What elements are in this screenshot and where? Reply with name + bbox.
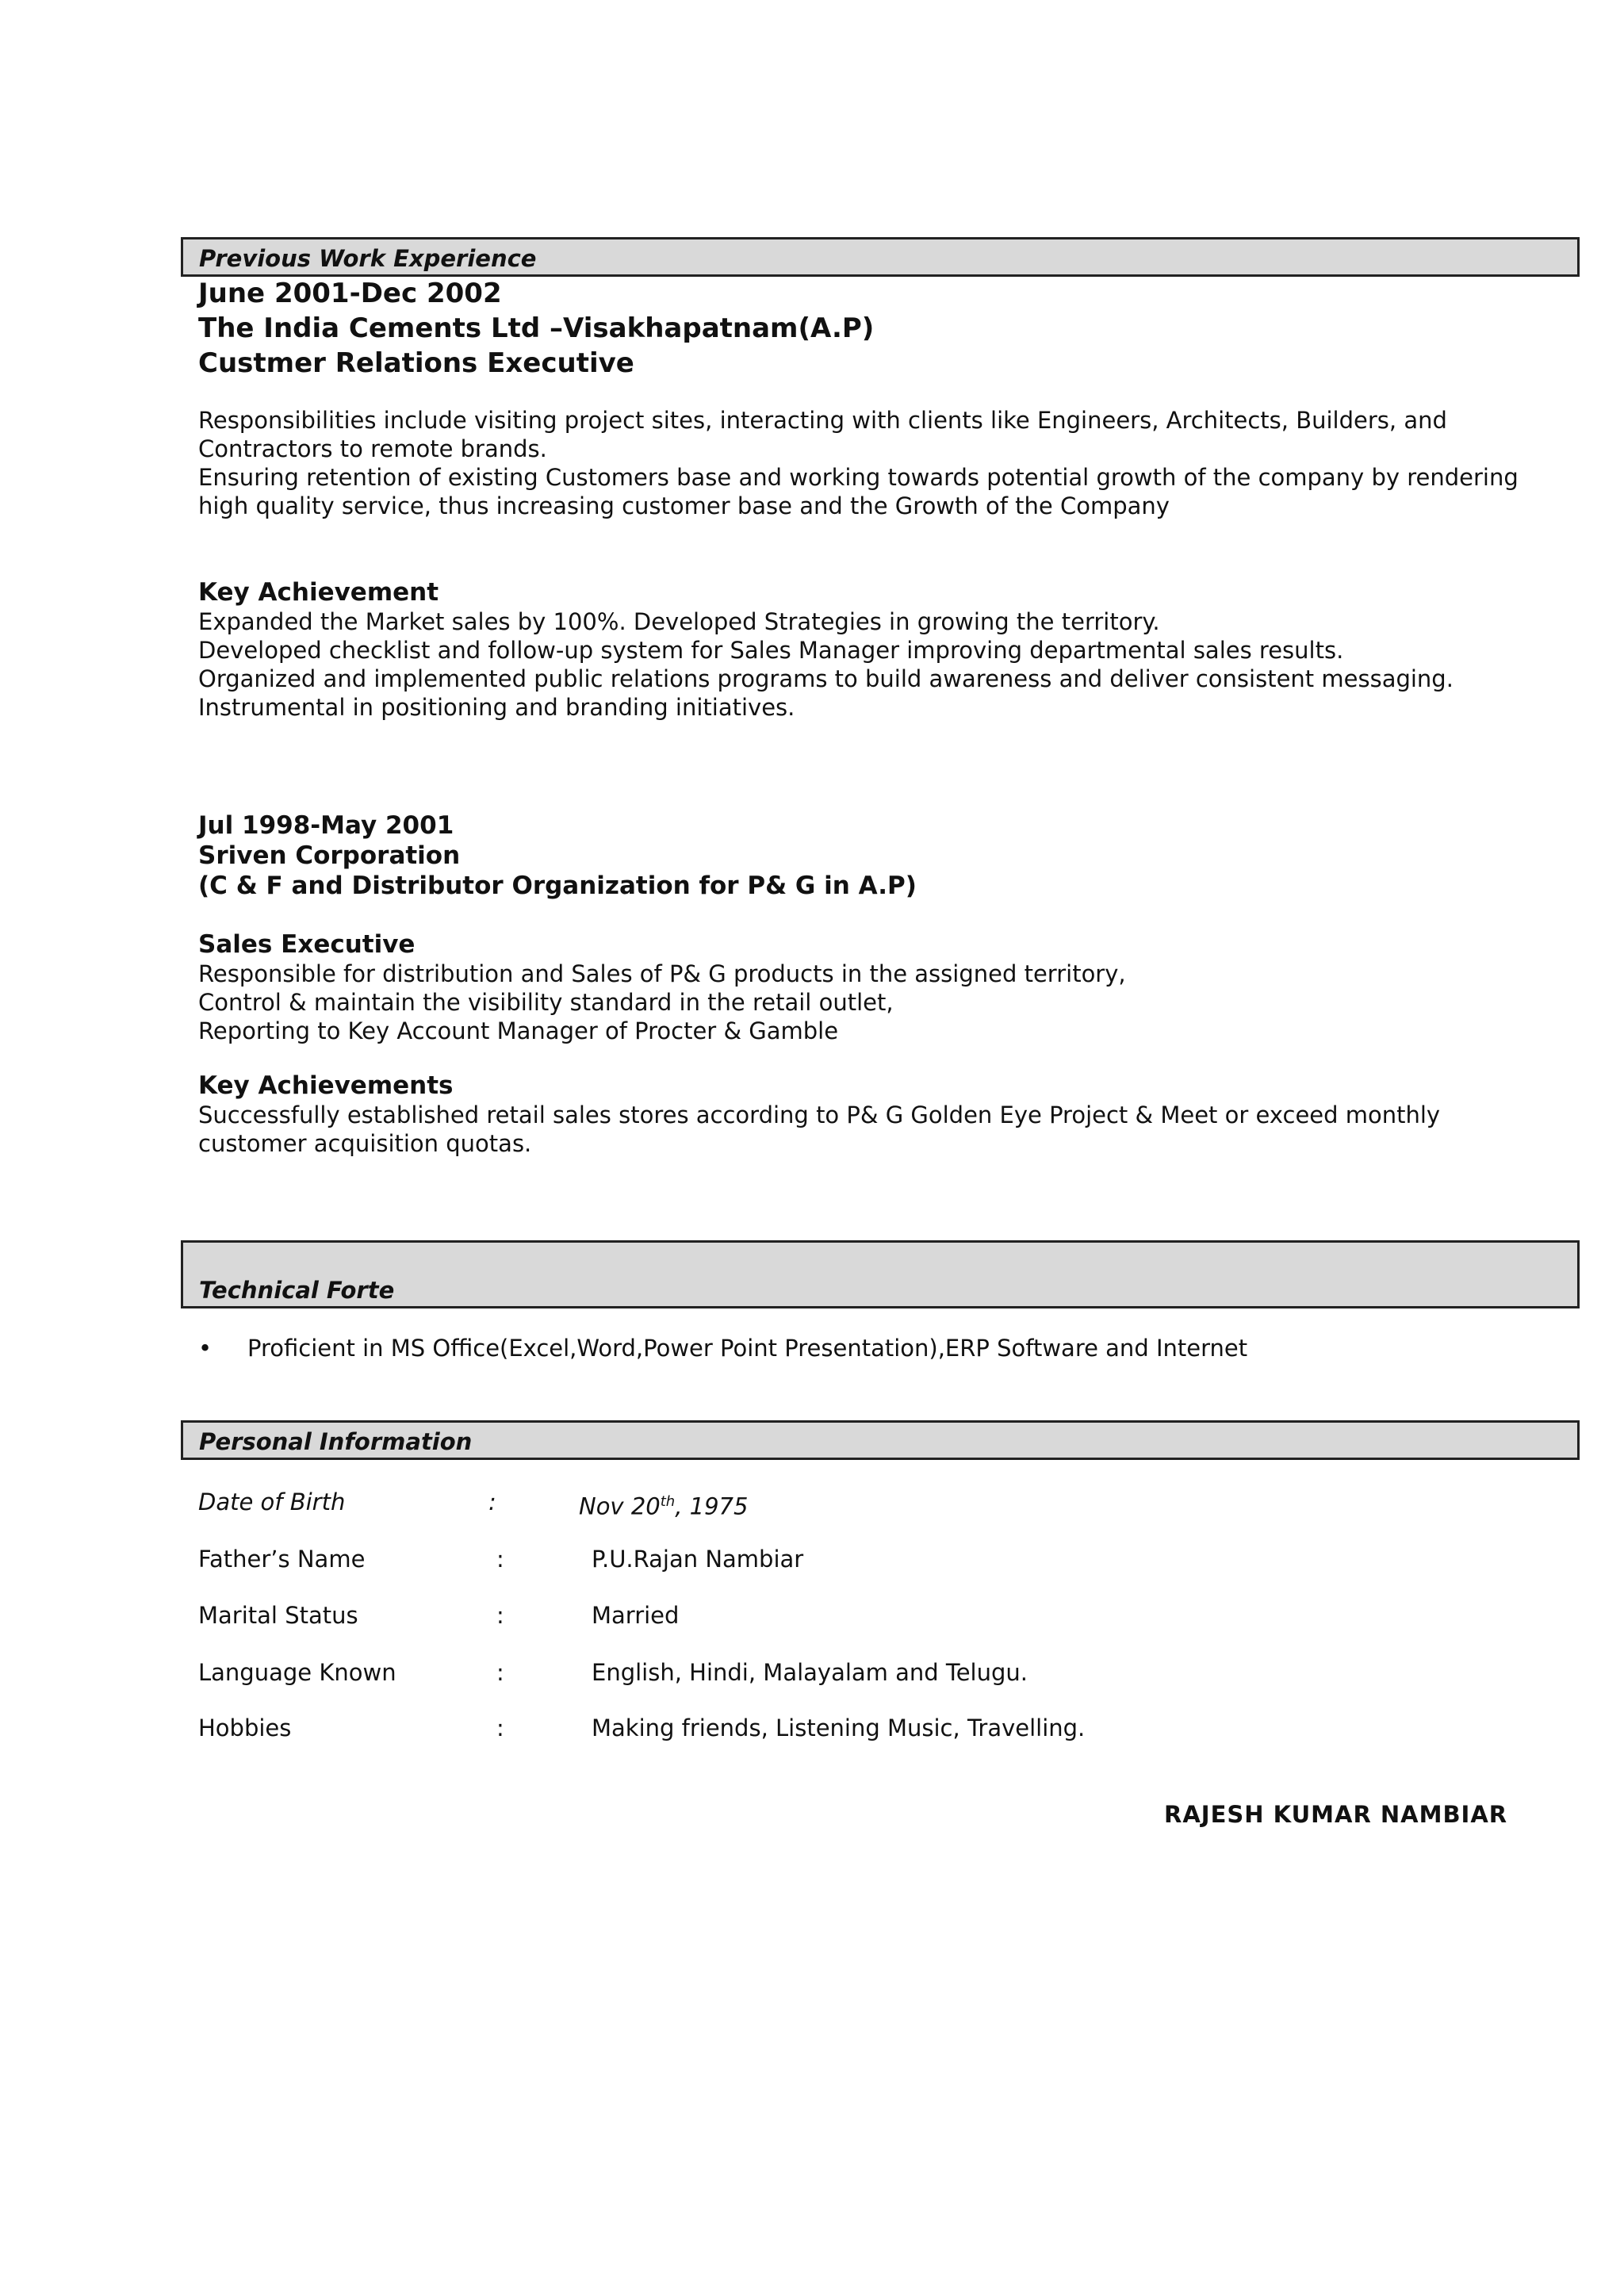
job-entry-india-cements: [198, 276, 1578, 381]
achievement-line: Instrumental in positioning and branding initiatives.: [198, 694, 795, 721]
bullet-icon: •: [198, 1335, 213, 1362]
achievement-heading: Key Achievements: [198, 1071, 454, 1100]
signature-name: RAJESH KUMAR NAMBIAR: [1164, 1801, 1508, 1828]
company-description: (C & F and Distributor Organization for P& G in A.P): [198, 872, 917, 900]
key-achievement-block: [198, 577, 1578, 722]
dob-year: , 1975: [675, 1492, 749, 1520]
info-colon: :: [496, 1546, 504, 1573]
info-label: Marital Status: [198, 1602, 358, 1629]
company-name: The India Cements Ltd –Visakhapatnam(A.P): [198, 312, 875, 344]
info-value: [579, 1488, 748, 1521]
info-colon: :: [496, 1659, 504, 1686]
responsibility-line: high quality service, thus increasing customer base and the Growth of the Company: [198, 492, 1170, 519]
achievement-line: Successfully established retail sales stores according to P& G Golden Eye Project & Meet or exceed monthly: [198, 1102, 1441, 1128]
info-colon: :: [488, 1488, 496, 1515]
section-header-technical: [181, 1240, 1580, 1308]
info-colon: :: [496, 1602, 504, 1629]
section-header-previous-work: [181, 237, 1580, 277]
section-header-personal: [181, 1420, 1580, 1460]
job-period: June 2001-Dec 2002: [198, 278, 502, 309]
info-row-marital: [198, 1601, 1388, 1633]
info-value: English, Hindi, Malayalam and Telugu.: [592, 1659, 1028, 1686]
achievement-line: Organized and implemented public relations programs to build awareness and deliver consistent messaging.: [198, 665, 1454, 692]
responsibility-line: Control & maintain the visibility standard in the retail outlet,: [198, 989, 894, 1016]
info-value: Making friends, Listening Music, Travelling.: [592, 1715, 1086, 1741]
info-label: Date of Birth: [198, 1488, 346, 1515]
sales-executive-block: [198, 929, 1578, 1045]
responsibility-line: Responsibilities include visiting project sites, interacting with clients like Engineers, Architects, Builders, and: [198, 407, 1447, 434]
dob-ordinal: th: [660, 1493, 676, 1510]
info-label: Father’s Name: [198, 1546, 366, 1573]
info-value: P.U.Rajan Nambiar: [592, 1546, 804, 1573]
achievement-line: Expanded the Market sales by 100%. Developed Strategies in growing the territory.: [198, 608, 1160, 635]
section-title: Previous Work Experience: [199, 245, 537, 272]
job-responsibilities: [198, 406, 1578, 520]
info-row-language: [198, 1658, 1388, 1690]
achievement-heading: Key Achievement: [198, 578, 439, 607]
responsibility-line: Contractors to remote brands.: [198, 435, 547, 462]
info-row-hobbies: [198, 1714, 1388, 1745]
job-entry-sriven: [198, 810, 1578, 901]
achievement-line: customer acquisition quotas.: [198, 1130, 532, 1157]
section-title: Technical Forte: [199, 1277, 395, 1304]
info-label: Language Known: [198, 1659, 396, 1686]
achievement-line: Developed checklist and follow-up system for Sales Manager improving departmental sales results.: [198, 637, 1344, 664]
job-title: Custmer Relations Executive: [198, 347, 634, 379]
responsibility-line: Reporting to Key Account Manager of Procter & Gamble: [198, 1017, 839, 1044]
responsibility-line: Ensuring retention of existing Customers base and working towards potential growth of the company by rendering: [198, 464, 1519, 491]
dob-day: Nov 20: [579, 1492, 661, 1520]
job-period: Jul 1998-May 2001: [198, 811, 454, 840]
key-achievements-block: [198, 1071, 1578, 1158]
skill-text: Proficient in MS Office(Excel,Word,Power Point Presentation),ERP Software and Internet: [247, 1335, 1248, 1362]
info-row-father: [198, 1545, 1388, 1577]
section-title: Personal Information: [199, 1428, 473, 1455]
responsibility-line: Responsible for distribution and Sales of P& G products in the assigned territory,: [198, 960, 1126, 987]
job-title: Sales Executive: [198, 930, 416, 959]
info-colon: :: [496, 1715, 504, 1741]
info-row-dob: [198, 1488, 1388, 1519]
company-name: Sriven Corporation: [198, 841, 461, 870]
info-label: Hobbies: [198, 1715, 292, 1741]
info-value: Married: [592, 1602, 680, 1629]
